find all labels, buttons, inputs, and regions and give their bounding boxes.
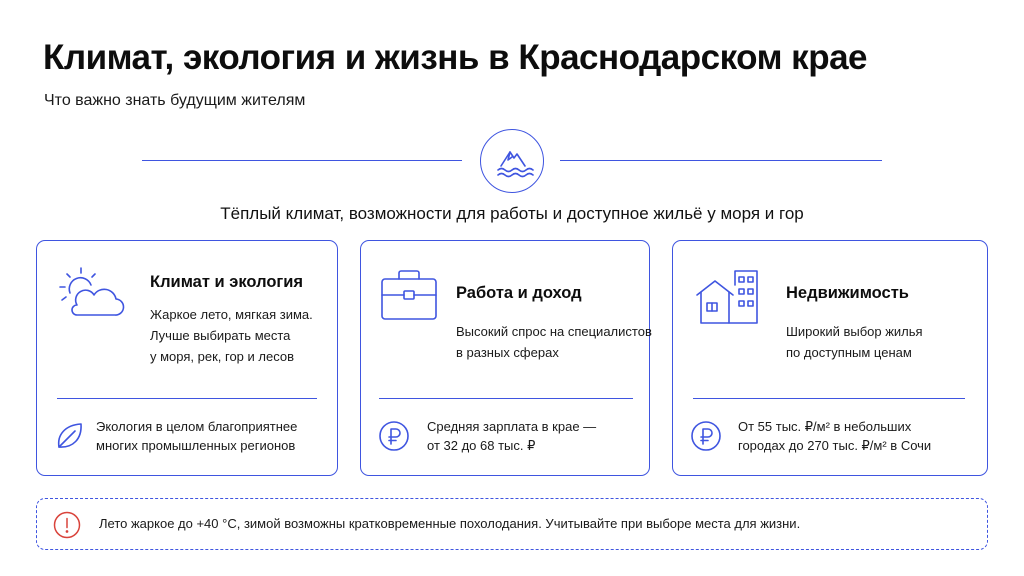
card-separator [379, 398, 633, 399]
page-title: Климат, экология и жизнь в Краснодарском крае [43, 38, 868, 77]
card-line: Лучше выбирать места [150, 328, 291, 343]
card-line: по доступным ценам [786, 345, 912, 360]
footer-line: многих промышленных регионов [96, 438, 296, 453]
footer-line: городах до 270 тыс. ₽/м² в Сочи [738, 438, 932, 453]
leaf-icon [53, 419, 87, 453]
card-realty [672, 240, 988, 476]
mountain-sea-badge [480, 129, 544, 193]
card-line: Широкий выбор жилья [786, 324, 923, 339]
card-line: Жаркое лето, мягкая зима. [150, 307, 313, 322]
divider-right [560, 160, 882, 161]
sun-cloud-icon [57, 265, 129, 323]
briefcase-icon [379, 267, 439, 323]
divider-left [142, 160, 462, 161]
card-description [456, 321, 652, 363]
ruble-icon [378, 420, 410, 452]
card-footer [738, 417, 931, 455]
climate-alert [36, 498, 988, 550]
card-title: Работа и доход [456, 284, 582, 302]
card-line: Высокий спрос на специалистов [456, 324, 652, 339]
footer-line: От 55 тыс. ₽/м² в небольших [738, 419, 912, 434]
card-footer [427, 417, 596, 455]
tagline: Тёплый климат, возможности для работы и доступное жильё у моря и гор [220, 204, 804, 223]
card-title: Недвижимость [786, 284, 909, 302]
card-footer [96, 417, 297, 455]
card-line: в разных сферах [456, 345, 559, 360]
footer-line: от 32 до 68 тыс. ₽ [427, 438, 536, 453]
buildings-icon [693, 267, 765, 325]
card-title: Климат и экология [150, 273, 304, 291]
mountain-waves-icon [481, 130, 545, 194]
card-description [786, 321, 923, 363]
card-description [150, 304, 313, 367]
exclamation-icon [53, 511, 81, 539]
card-climate [36, 240, 338, 476]
ruble-icon [690, 420, 722, 452]
card-separator [57, 398, 317, 399]
footer-line: Экология в целом благоприятнее [96, 419, 298, 434]
card-line: у моря, рек, гор и лесов [150, 349, 294, 364]
card-work [360, 240, 650, 476]
alert-text: Лето жаркое до +40 °C, зимой возможны кратковременные похолодания. Учитывайте при выборе места для жизни. [99, 516, 801, 531]
card-separator [693, 398, 965, 399]
footer-line: Средняя зарплата в крае — [427, 419, 597, 434]
page-subtitle: Что важно знать будущим жителям [44, 92, 306, 109]
